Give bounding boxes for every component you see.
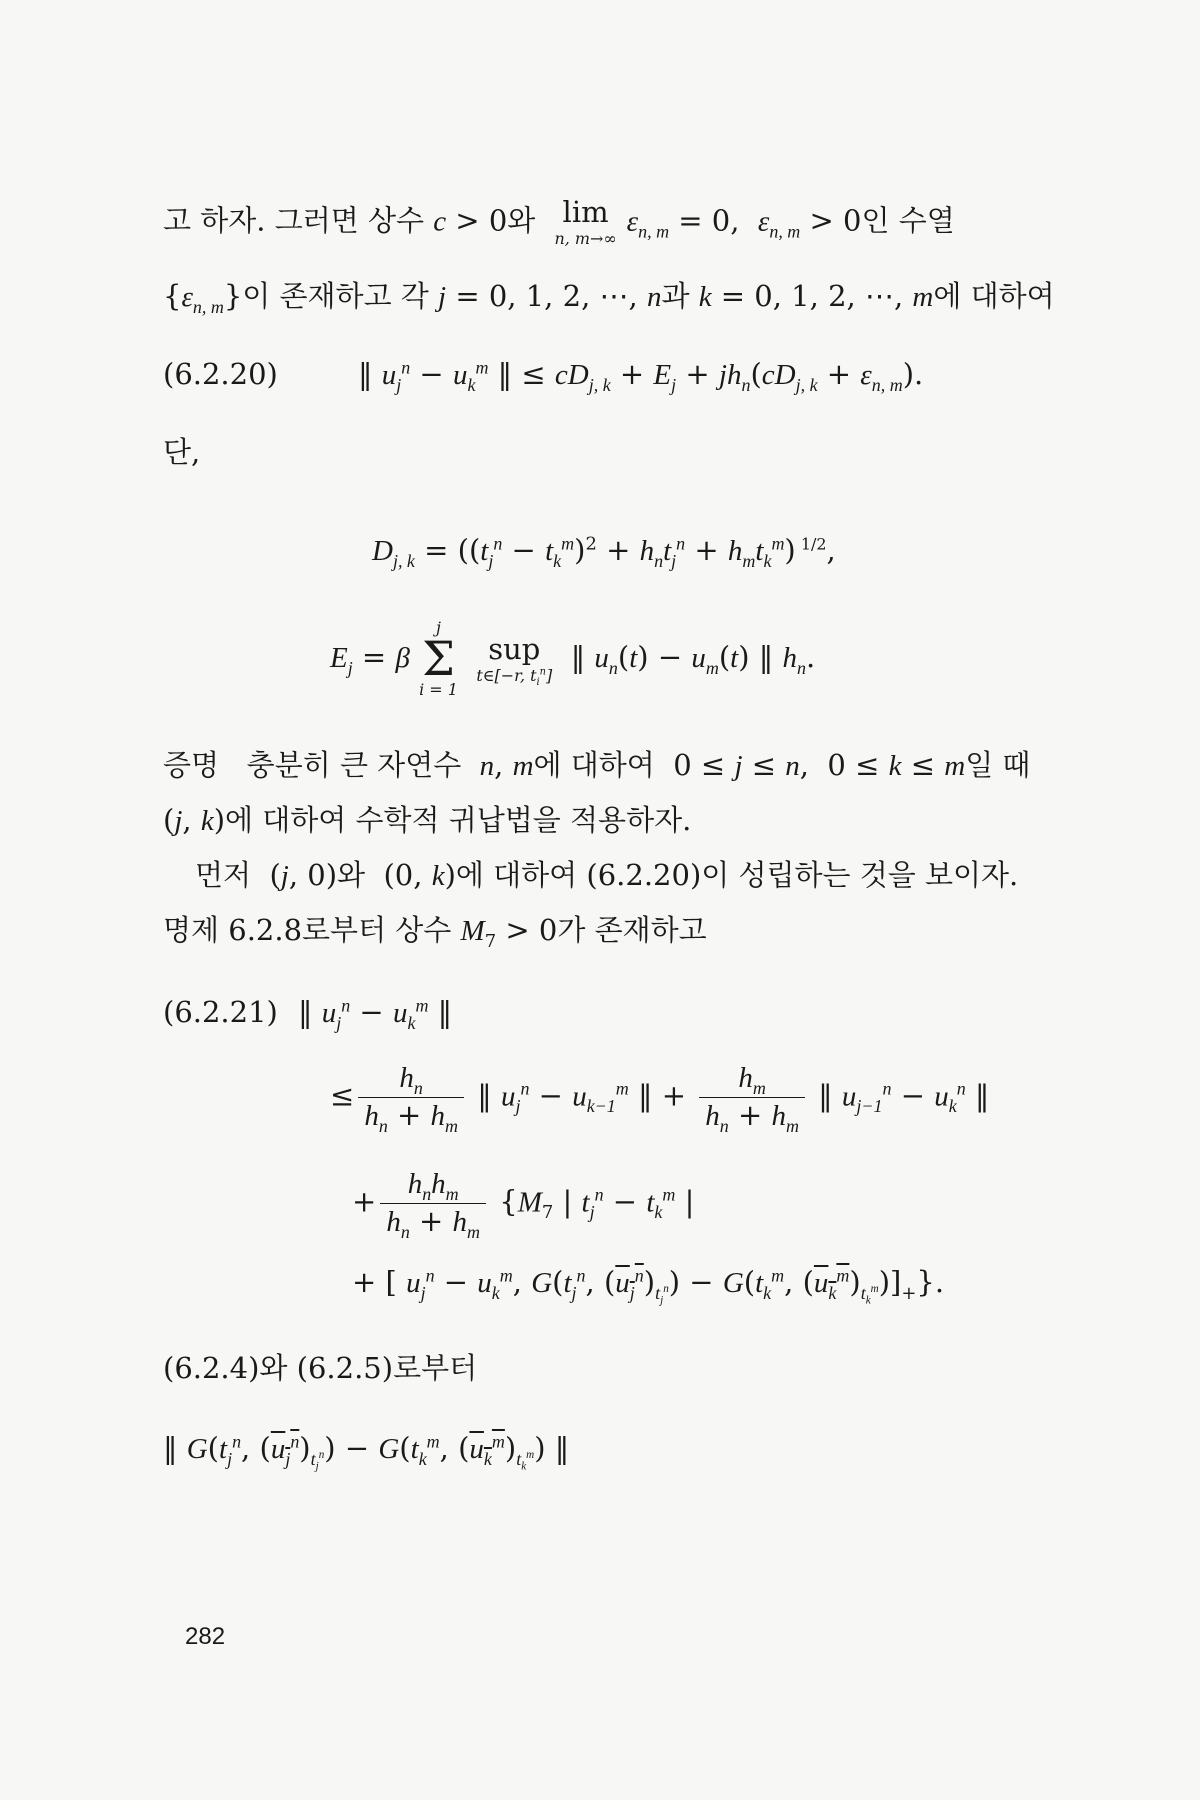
equation-g-norm: ‖ $G(t_j^n$, $(u_j^n)_{t_j^n}) - G(t_k^m$, $(u_k^m)_{t_k^m}$) ‖: [163, 1431, 570, 1473]
equation-e-j: $E_j = \beta$ j Σ i = 1 sup t∈[−r, $t_i^n$] ‖ $u_n(t) - u_m(t)$ ‖ $h_n$.: [330, 618, 816, 700]
equation-d-jk: $D_{j, k} = ((t_j^n - t_k^m)^2 + h_nt_j^n + h_mt_k^m)$ $^{1/2}$,: [372, 533, 836, 571]
text-line-proof: 증명 충분히 큰 자연수 n, m에 대하여 0 ≤ j ≤ n, 0 ≤ k ≤ m일 때: [163, 748, 1031, 782]
equation-label-6-2-20: (6.2.20): [163, 357, 278, 391]
text-line-from: (6.2.4)와 (6.2.5)로부터: [163, 1351, 478, 1385]
text-line-1: 고 하자. 그러면 상수 c > 0와 lim n, m→∞ $\varepsilon_{n, m} = 0$, $\varepsilon_{n, m} > 0$인 수열: [163, 195, 955, 248]
text-line-prop: 명제 6.2.8로부터 상수 $M_7 > 0$가 존재하고: [163, 913, 707, 952]
equation-ineq-line: ≤ $\frac{h_n}{h_n + h_m}$ ‖ $u_j^n - u_{k-1}^m$ ‖ + $\frac{h_m}{h_n + h_m}$ ‖ $u_{j-1}^n - u_k^n$ ‖: [330, 1062, 990, 1136]
text-line-dan: 단,: [163, 435, 201, 469]
text-line-first: 먼저 (j, 0)와 (0, k)에 대하여 (6.2.20)이 성립하는 것을 보이자.: [195, 858, 1019, 892]
equation-6-2-20: (6.2.20) ‖ $u_j^n - u_k^m$ ‖ ≤ $cD_{j, k} + E_j + jh_n(cD_{j, k} + \varepsilon_{n, m})$.: [163, 354, 923, 395]
equation-plus-line: + $\frac{h_nh_m}{h_n + h_m}$ {$M_7$ | $t_j^n - t_k^m$ |: [352, 1168, 695, 1242]
text-line-2: $\{\varepsilon_{n, m}\}$이 존재하고 각 j = 0, 1, 2, ⋯, n과 k = 0, 1, 2, ⋯, m에 대하여: [163, 279, 1055, 317]
page-number: 282: [185, 1623, 226, 1650]
equation-6-2-21: (6.2.21) ‖ $u_j^n - u_k^m$ ‖: [163, 992, 452, 1033]
text-line-induction: (j, k)에 대하여 수학적 귀납법을 적용하자.: [163, 803, 692, 837]
equation-label-6-2-21: (6.2.21): [163, 995, 278, 1029]
equation-bracket-line: + [ $u_j^n - u_k^m$, $G(t_j^n$, $(u_j^n)_{t_j^n}) - G(t_k^m$, $(u_k^m)_{t_k^m})]_+$}.: [352, 1265, 945, 1307]
